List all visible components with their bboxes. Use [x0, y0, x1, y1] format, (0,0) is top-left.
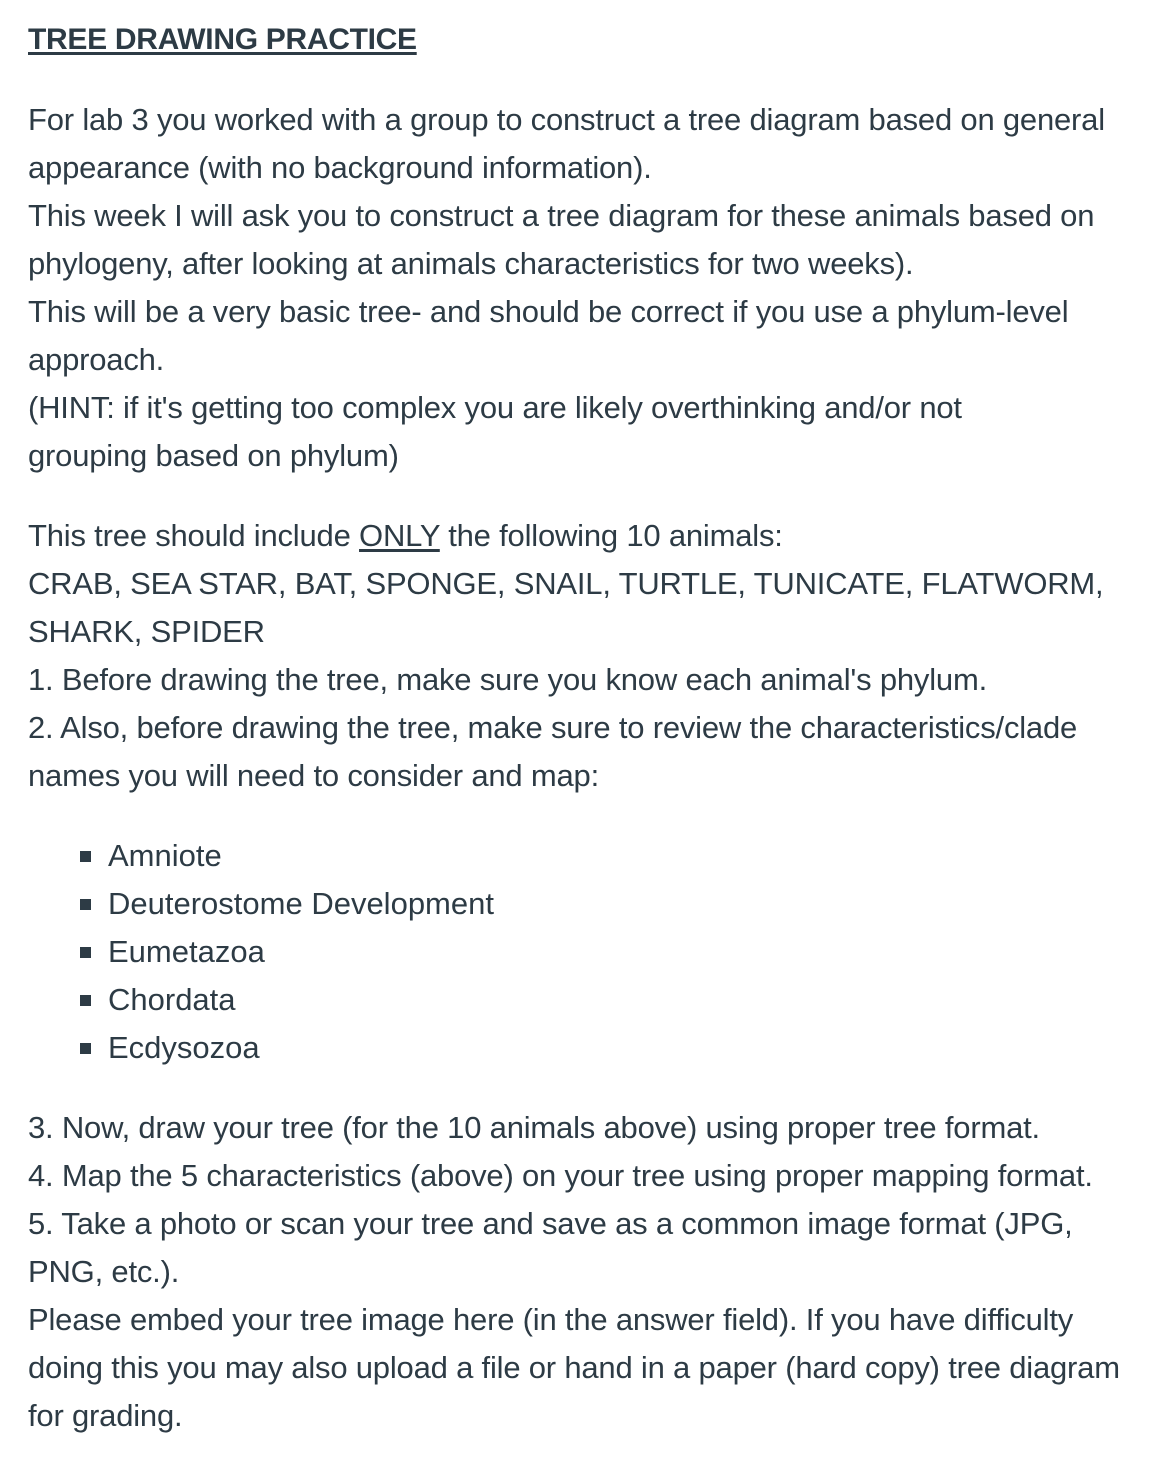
clade-list	[28, 832, 1150, 1072]
list-item	[80, 832, 1150, 880]
list-item	[80, 880, 1150, 928]
step-line: 2. Also, before drawing the tree, make sure to review the characteristics/clade	[28, 710, 1078, 745]
intro-line: This will be a very basic tree- and should be correct if you use a phylum-level	[28, 294, 1069, 329]
step-line: 4. Map the 5 characteristics (above) on your tree using proper mapping format.	[28, 1158, 1093, 1193]
intro-paragraph	[28, 96, 1150, 480]
list-item	[80, 1024, 1150, 1072]
step-line: 1. Before drawing the tree, make sure you know each animal's phylum.	[28, 662, 987, 697]
intro-line: approach.	[28, 342, 165, 377]
step-line: doing this you may also upload a file or hand in a paper (hard copy) tree diagram	[28, 1350, 1120, 1385]
include-before-text: This tree should include	[28, 518, 360, 553]
square-bullet-icon	[80, 947, 91, 958]
clade-label: Ecdysozoa	[108, 1030, 260, 1065]
intro-line: grouping based on phylum)	[28, 438, 399, 473]
include-after-text: the following 10 animals:	[439, 518, 783, 553]
square-bullet-icon	[80, 1043, 91, 1054]
include-line	[28, 512, 1150, 560]
square-bullet-icon	[80, 995, 91, 1006]
only-emphasis: ONLY	[359, 518, 440, 553]
intro-line: appearance (with no background information).	[28, 150, 652, 185]
intro-line: This week I will ask you to construct a tree diagram for these animals based on	[28, 198, 1095, 233]
square-bullet-icon	[80, 899, 91, 910]
page-title: TREE DRAWING PRACTICE	[28, 23, 417, 56]
clade-label: Deuterostome Development	[108, 886, 494, 921]
step-line: 5. Take a photo or scan your tree and save as a common image format (JPG,	[28, 1206, 1073, 1241]
step-line: for grading.	[28, 1398, 183, 1433]
animals-line: CRAB, SEA STAR, BAT, SPONGE, SNAIL, TURTLE, TUNICATE, FLATWORM,	[28, 566, 1104, 601]
list-item	[80, 976, 1150, 1024]
clade-label: Chordata	[108, 982, 236, 1017]
animals-line: SHARK, SPIDER	[28, 614, 265, 649]
intro-line: For lab 3 you worked with a group to construct a tree diagram based on general	[28, 102, 1105, 137]
clade-label: Eumetazoa	[108, 934, 265, 969]
intro-line: (HINT: if it's getting too complex you are likely overthinking and/or not	[28, 390, 962, 425]
instructions-paragraph	[28, 512, 1150, 800]
clade-label: Amniote	[108, 838, 222, 873]
list-item	[80, 928, 1150, 976]
step-line: 3. Now, draw your tree (for the 10 animals above) using proper tree format.	[28, 1110, 1040, 1145]
step-line: Please embed your tree image here (in the answer field). If you have difficulty	[28, 1302, 1074, 1337]
intro-line: phylogeny, after looking at animals characteristics for two weeks).	[28, 246, 914, 281]
step-line: names you will need to consider and map:	[28, 758, 599, 793]
final-steps-paragraph	[28, 1104, 1150, 1440]
square-bullet-icon	[80, 851, 91, 862]
step-line: PNG, etc.).	[28, 1254, 180, 1289]
